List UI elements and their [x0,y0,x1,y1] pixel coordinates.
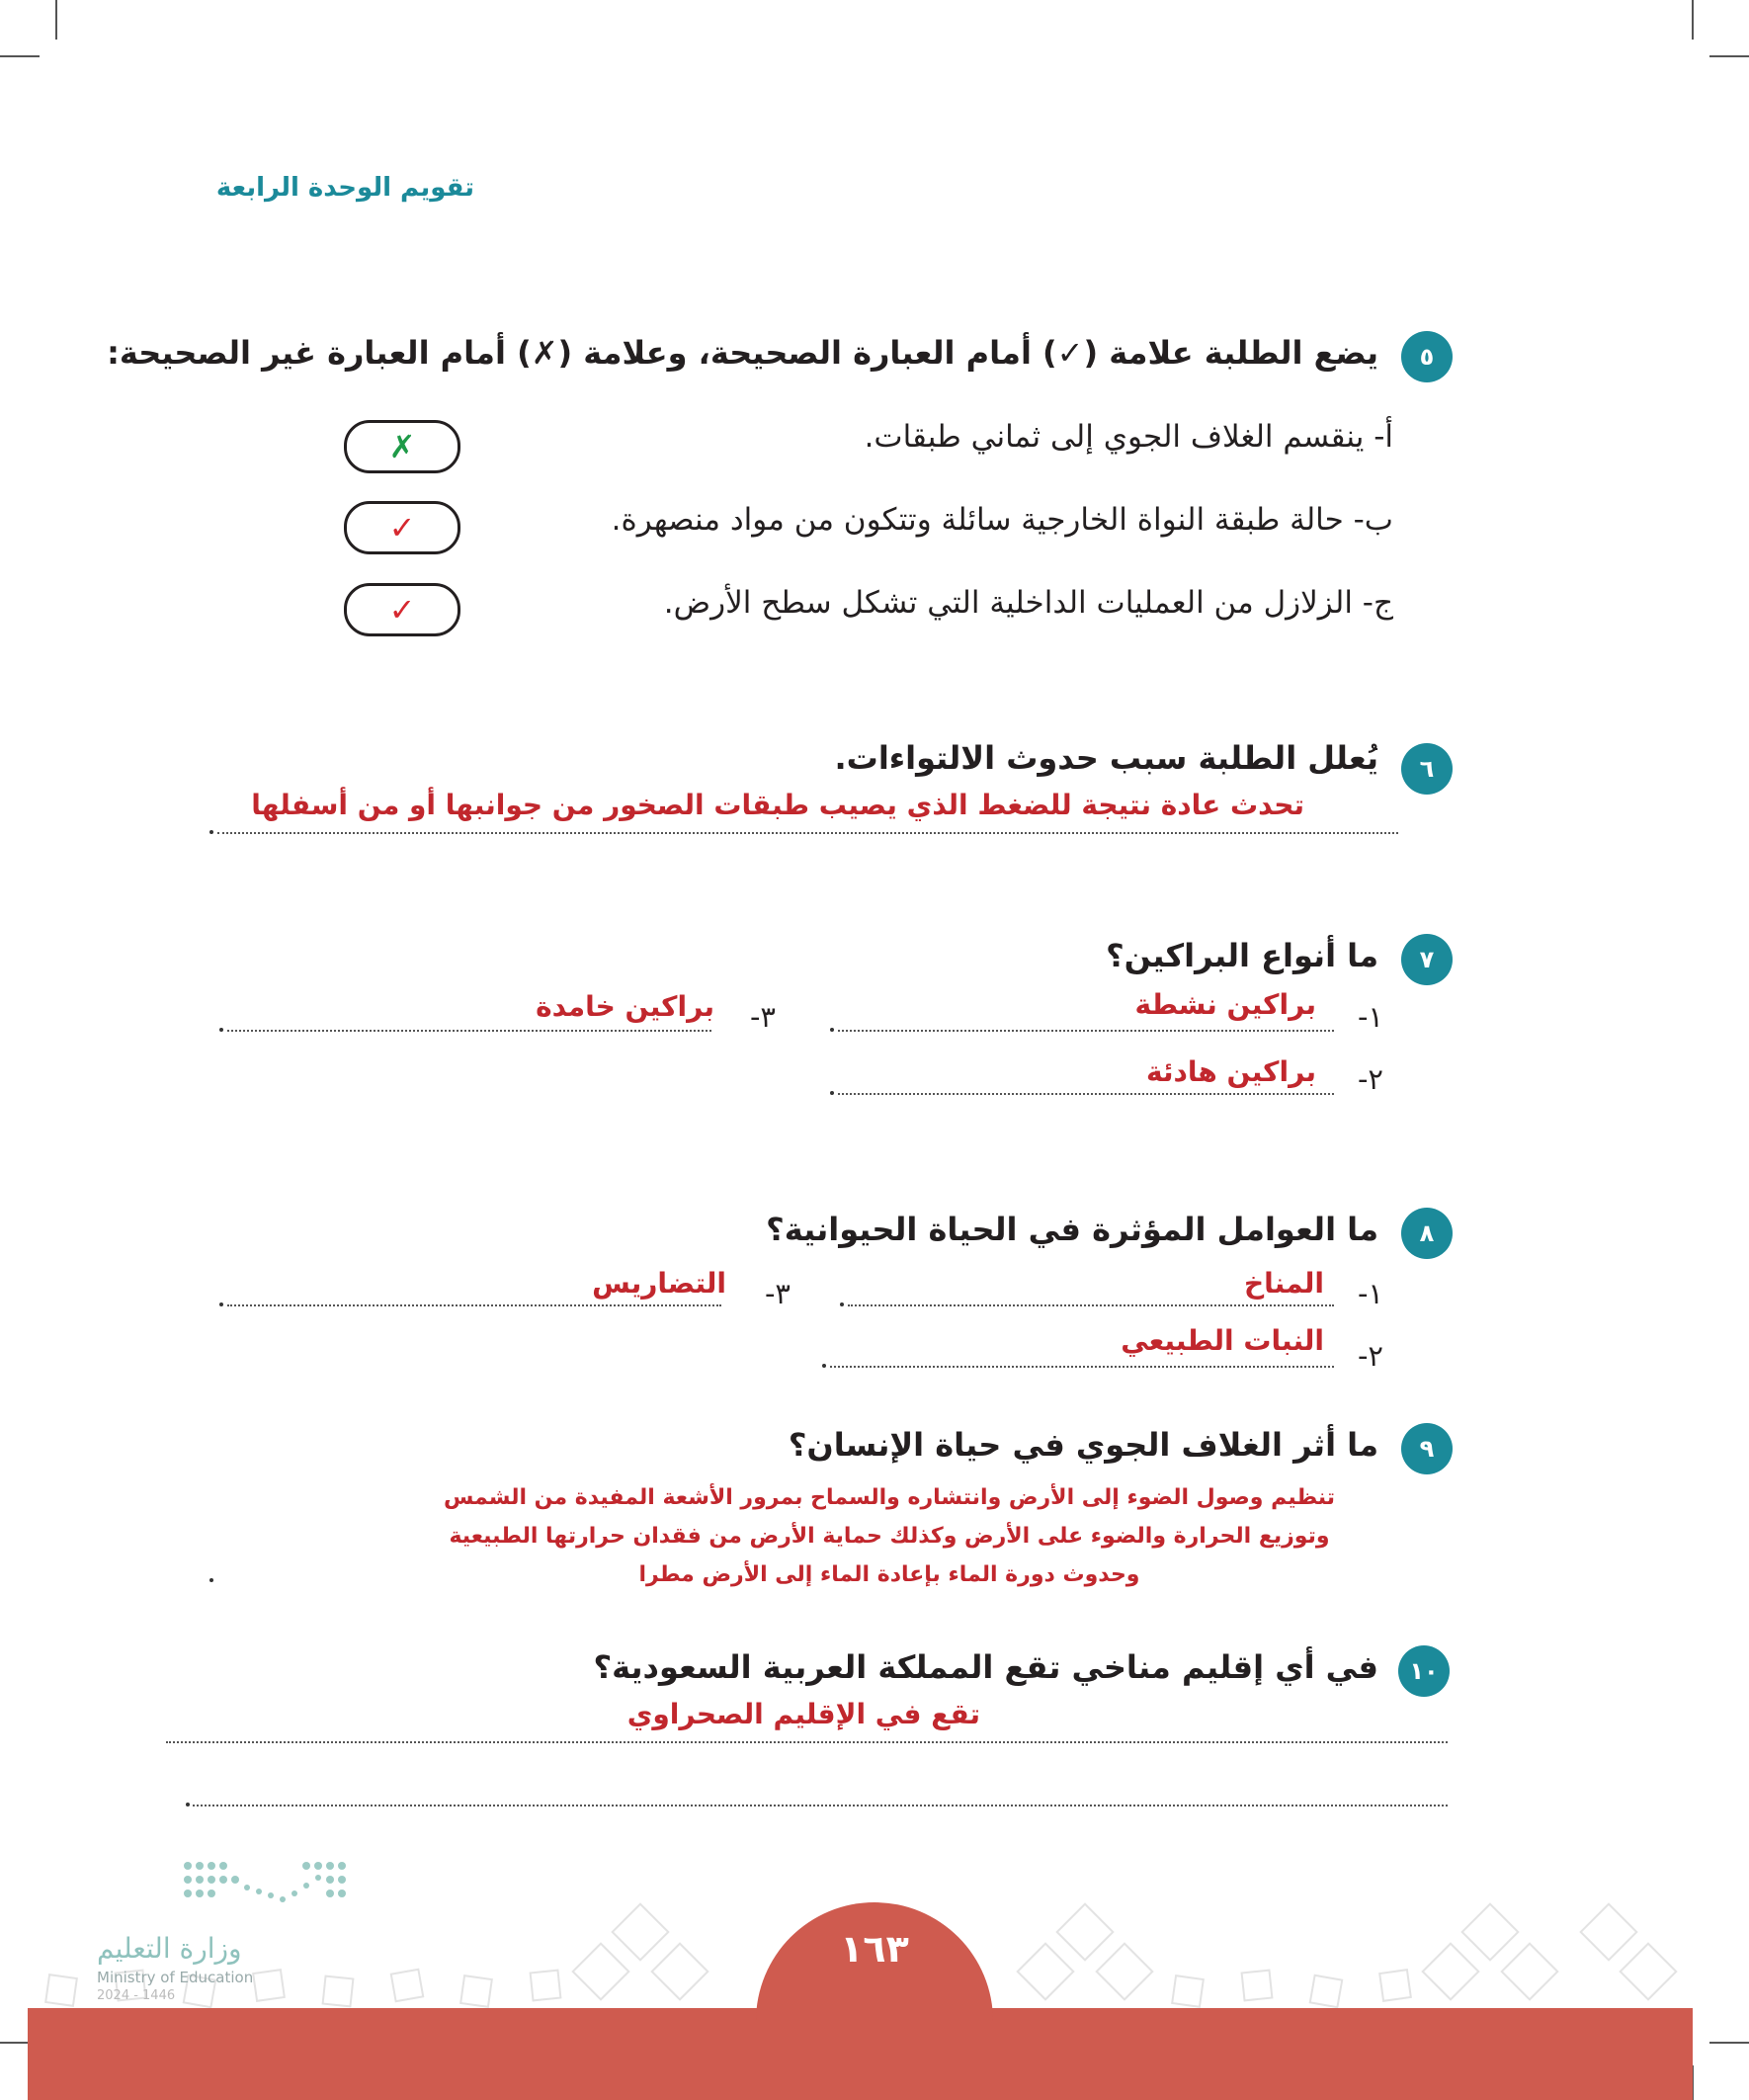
q7-answer-3[interactable]: براكين خامدة [536,990,714,1023]
q7-label-3: ٣- [749,1000,776,1034]
question-6-text: يُعلل الطلبة سبب حدوث الالتواءات. [834,739,1378,777]
question-8-text: ما العوامل المؤثرة في الحياة الحيوانية؟ [766,1211,1378,1248]
question-5-number: ٥ [1401,331,1453,382]
q5-item-c: ج- الزلازل من العمليات الداخلية التي تشكل سطح الأرض. [663,585,1393,621]
crop-mark [1709,2042,1749,2044]
check-mark-icon: ✓ [388,591,416,629]
answer-line [838,1093,1334,1095]
answer-line-end [822,1364,826,1368]
question-7-text: ما أنواع البراكين؟ [1106,937,1378,974]
answer-line-end [840,1302,844,1306]
q10-answer[interactable]: تقع في الإقليم الصحراوي [626,1698,980,1730]
check-mark-icon: ✓ [388,509,416,546]
crop-mark [1692,0,1694,40]
question-10-number: ١٠ [1398,1645,1450,1697]
q9-answer-line-1[interactable]: تنظيم وصول الضوء إلى الأرض وانتشاره والسماح بمرور الأشعة المفيدة من الشمس [443,1485,1336,1510]
q8-answer-2[interactable]: النبات الطبيعي [1121,1324,1324,1357]
answer-line-end [219,1028,223,1032]
answer-line [166,1741,1448,1743]
q8-label-2: ٢- [1357,1339,1383,1373]
question-6-number: ٦ [1401,743,1453,795]
answer-line [227,1304,721,1306]
cross-mark-icon: ✗ [388,428,416,465]
question-8-number: ٨ [1401,1208,1453,1259]
ministry-logo-year: 2024 - 1446 [97,1988,176,2003]
q8-label-3: ٣- [764,1277,791,1310]
crop-mark [0,55,40,57]
answer-line-end [830,1091,834,1095]
answer-line [193,1805,1448,1806]
answer-line-end [209,830,213,834]
unit-title: تقويم الوحدة الرابعة [215,173,474,203]
question-7-number: ٧ [1401,934,1453,985]
q7-label-2: ٢- [1357,1062,1383,1096]
answer-line [848,1304,1334,1306]
page-number: ١٦٣ [840,1927,909,1971]
question-5-text: يضع الطلبة علامة (✓) أمام العبارة الصحيحة، وعلامة (✗) أمام العبارة غير الصحيحة: [107,334,1378,372]
q5-answer-box-b[interactable] [344,501,460,554]
answer-line-end [219,1302,223,1306]
answer-line [838,1030,1334,1032]
q7-answer-2[interactable]: براكين هادئة [1146,1055,1316,1088]
ministry-logo-text-ar: وزارة التعليم [97,1932,242,1965]
answer-line [217,832,1398,834]
ministry-logo-icon [178,1856,356,1915]
answer-line-end [209,1578,213,1582]
ministry-logo-text-en: Ministry of Education [97,1969,254,1986]
q7-answer-1[interactable]: براكين نشطة [1134,988,1316,1021]
q5-answer-box-c[interactable] [344,583,460,636]
q6-answer[interactable]: تحدث عادة نتيجة للضغط الذي يصيب طبقات الصخور من جوانبها أو من أسفلها [251,789,1304,821]
q7-label-1: ١- [1357,1000,1383,1034]
crop-mark [55,0,57,40]
q5-item-a: أ- ينقسم الغلاف الجوي إلى ثماني طبقات. [864,419,1393,455]
answer-line-end [186,1803,190,1806]
q8-label-1: ١- [1357,1277,1383,1310]
answer-line [830,1366,1334,1368]
q9-answer-line-2[interactable]: وتوزيع الحرارة والضوء على الأرض وكذلك حماية الأرض من فقدان حرارتها الطبيعية [449,1524,1330,1549]
q8-answer-3[interactable]: التضاريس [592,1267,726,1300]
answer-line-end [830,1028,834,1032]
q5-answer-box-a[interactable] [344,420,460,473]
question-10-text: في أي إقليم مناخي تقع المملكة العربية السعودية؟ [593,1648,1378,1686]
q9-answer-line-3[interactable]: وحدوث دورة الماء بإعادة الماء إلى الأرض مطرا [638,1562,1140,1587]
answer-line [227,1030,711,1032]
q8-answer-1[interactable]: المناخ [1243,1267,1324,1300]
question-9-text: ما أثر الغلاف الجوي في حياة الإنسان؟ [788,1426,1378,1464]
crop-mark [1709,55,1749,57]
q5-item-b: ب- حالة طبقة النواة الخارجية سائلة وتتكون من مواد منصهرة. [611,502,1393,538]
question-9-number: ٩ [1401,1423,1453,1474]
